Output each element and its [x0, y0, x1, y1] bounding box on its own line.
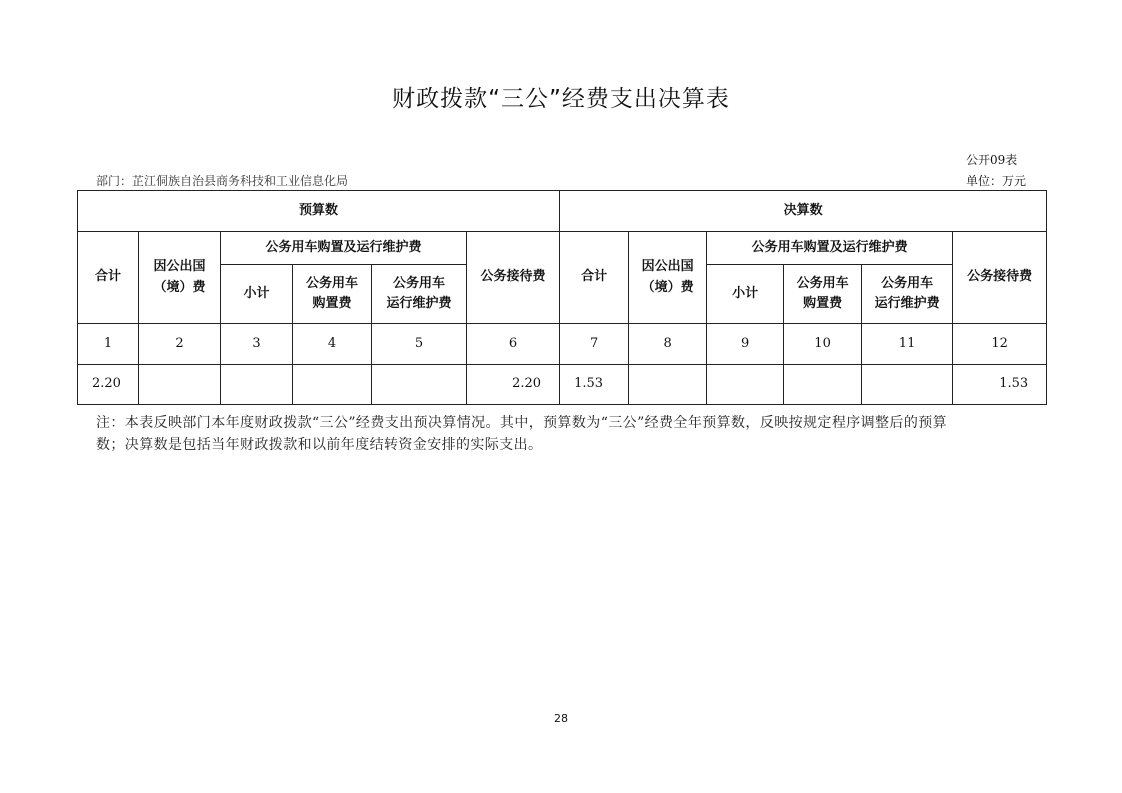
budget-vehicle-group-header: 公务用车购置及运行维护费 [221, 232, 467, 265]
final-abroad-header-line2: （境）费 [641, 279, 694, 295]
budget-vehicle-purchase-value [293, 365, 372, 405]
final-reception-value: 1.53 [953, 365, 1047, 405]
budget-total-value: 2.20 [78, 365, 139, 405]
budget-vehicle-operation-header [372, 265, 467, 324]
budget-group-header: 预算数 [78, 191, 560, 232]
final-group-header: 决算数 [560, 191, 1047, 232]
column-number: 5 [372, 324, 467, 365]
budget-abroad-header-line1: 因公出国 [153, 259, 206, 275]
column-number: 12 [953, 324, 1047, 365]
final-abroad-header-line1: 因公出国 [641, 259, 694, 275]
final-vehicle-operation-value [862, 365, 953, 405]
budget-vehicle-operation-line2: 运行维护费 [386, 296, 452, 311]
final-vehicle-purchase-line1: 公务用车 [796, 275, 849, 291]
budget-reception-header: 公务接待费 [467, 232, 560, 324]
final-subtotal-value [707, 365, 784, 405]
form-number: 公开09表 [966, 153, 1018, 167]
column-number: 6 [467, 324, 560, 365]
budget-vehicle-purchase-header [293, 265, 372, 324]
page-number: 28 [554, 712, 568, 725]
budget-vehicle-operation-value [372, 365, 467, 405]
column-number: 7 [560, 324, 629, 365]
final-total-value: 1.53 [560, 365, 629, 405]
column-number: 8 [629, 324, 707, 365]
final-vehicle-purchase-header [784, 265, 862, 324]
column-number: 3 [221, 324, 293, 365]
final-vehicle-operation-line1: 公务用车 [881, 275, 934, 291]
column-number: 1 [78, 324, 139, 365]
column-number: 10 [784, 324, 862, 365]
final-abroad-value [629, 365, 707, 405]
final-vehicle-purchase-value [784, 365, 862, 405]
budget-subtotal-value [221, 365, 293, 405]
final-vehicle-operation-line2: 运行维护费 [874, 296, 940, 311]
budget-vehicle-operation-line1: 公务用车 [392, 275, 445, 291]
final-vehicle-purchase-line2: 购置费 [803, 296, 843, 311]
final-vehicle-operation-header [862, 265, 953, 324]
column-number: 4 [293, 324, 372, 365]
budget-abroad-header [139, 232, 221, 324]
column-number: 11 [862, 324, 953, 365]
budget-vehicle-purchase-line2: 购置费 [312, 296, 352, 311]
budget-total-header: 合计 [78, 232, 139, 324]
final-vehicle-group-header: 公务用车购置及运行维护费 [707, 232, 953, 265]
final-reception-header: 公务接待费 [953, 232, 1047, 324]
table-note-line1: 注：本表反映部门本年度财政拨款“三公”经费支出预决算情况。其中，预算数为“三公”经费全年预算数，反映按规定程序调整后的预算 [96, 415, 948, 431]
three-public-expenditure-table [77, 190, 1047, 405]
budget-abroad-header-line2: （境）费 [153, 279, 206, 295]
final-total-header: 合计 [560, 232, 629, 324]
table-note [96, 412, 1030, 456]
department-label: 部门：芷江侗族自治县商务科技和工业信息化局 [96, 174, 349, 188]
page-title: 财政拨款“三公”经费支出决算表 [392, 86, 730, 112]
final-abroad-header [629, 232, 707, 324]
budget-reception-value: 2.20 [467, 365, 560, 405]
column-number: 2 [139, 324, 221, 365]
budget-vehicle-purchase-line1: 公务用车 [305, 275, 358, 291]
final-subtotal-header: 小计 [707, 265, 784, 324]
unit-label: 单位：万元 [966, 174, 1027, 188]
table-note-line2: 数；决算数是包括当年财政拨款和以前年度结转资金安排的实际支出。 [96, 437, 543, 453]
budget-subtotal-header: 小计 [221, 265, 293, 324]
table-row [78, 365, 1047, 405]
column-number-row [78, 324, 1047, 365]
budget-abroad-value [139, 365, 221, 405]
column-number: 9 [707, 324, 784, 365]
